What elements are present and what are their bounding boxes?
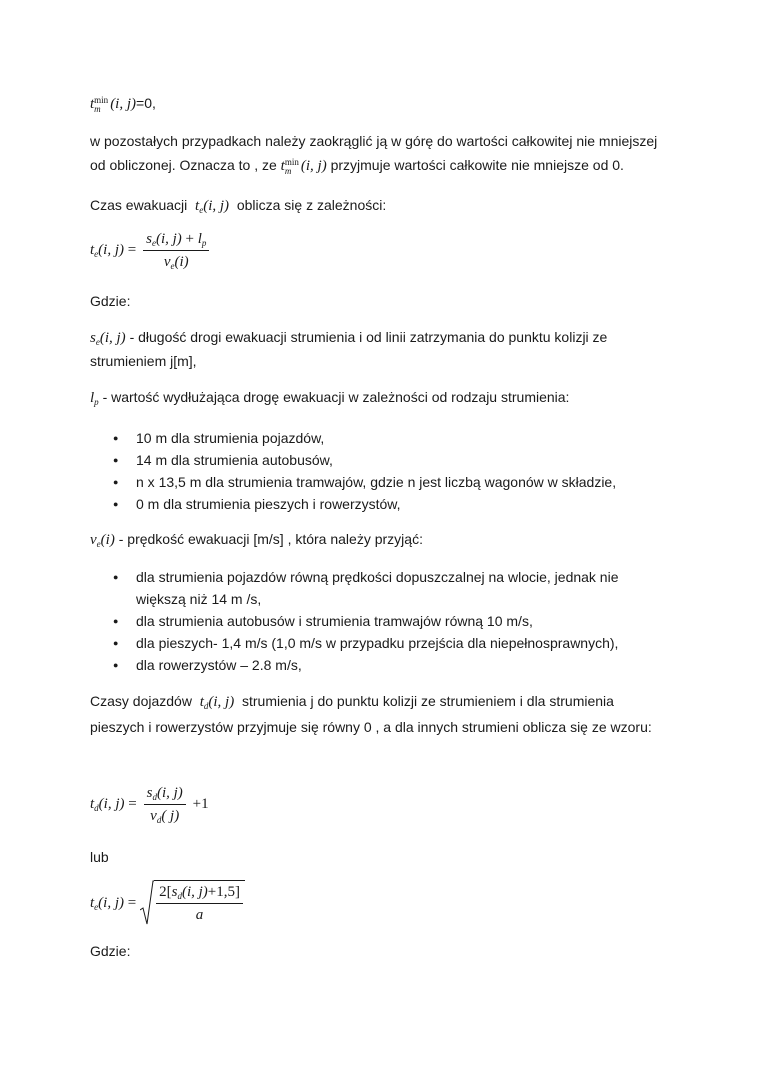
math-lp: $l_p$ (90, 390, 99, 407)
se-definition-line2: strumieniem j[m], (90, 353, 197, 369)
sqrt-radical (140, 880, 245, 926)
sqrt-sign (140, 880, 154, 926)
formula-sqrt-fraction (156, 883, 243, 924)
list-item: ● dla strumienia pojazdów równą prędkości dopuszczalnej na wlocie, jednak nie (0, 566, 619, 588)
math-td: $t_d(i$, j) (199, 694, 235, 711)
formula-td (90, 784, 209, 825)
travel-time-line2: pieszych i rowerzystów przyjmuje się równy 0 , a dla innych strumieni oblicza się ze wzoru: (90, 719, 652, 735)
tm-zero-line (90, 92, 156, 115)
list-item: ● 14 m dla strumienia autobusów, (0, 449, 616, 471)
list-item: ● dla pieszych- 1,4 m/s (1,0 m/s w przypadku przejścia dla niepełnosprawnych), (0, 632, 619, 654)
list-item: ● dla rowerzystów – 2.8 m/s, (0, 654, 619, 676)
where-label-2: Gdzie: (90, 943, 131, 959)
math-se: $s_e(i$, j) (90, 330, 126, 347)
ve-definition (90, 528, 423, 551)
formula-sqrt (90, 880, 245, 926)
math-tm-inline: t min m (i, j) (280, 156, 327, 176)
math-te: $t_e(i$, j) (195, 198, 230, 215)
formula-sqrt-numerator: $2[s_d(i$, j)+1,5] (156, 883, 243, 904)
ve-definition-text: - prędkość ewakuacji [m/s] , która należy przyjąć: (118, 531, 423, 547)
math-tm: t min m (i, j) (90, 94, 137, 114)
speed-list (0, 566, 619, 676)
formula-sqrt-lhs: $t_e(i$, j) = (90, 894, 137, 912)
list-item: ● 10 m dla strumienia pojazdów, (0, 427, 616, 449)
evac-intro-a: Czas ewakuacji (90, 197, 188, 213)
formula-td-plus-one: +1 (192, 796, 209, 813)
formula-td-numerator: $s_d(i$, j) (144, 784, 186, 805)
or-label: lub (90, 849, 109, 865)
list-item: ● dla strumienia autobusów i strumienia tramwajów równą 10 m/s, (0, 610, 619, 632)
evac-intro-b: oblicza się z zależności: (236, 197, 387, 213)
rounding-paragraph-line1: w pozostałych przypadkach należy zaokrąglić ją w górę do wartości całkowitej nie mniejszej (90, 133, 658, 149)
se-definition-line1 (90, 326, 607, 349)
list-item-continuation: większą niż 14 m /s, (136, 591, 262, 607)
formula-sqrt-denominator: a (195, 907, 204, 923)
formula-td-denominator: $v_d$( j) (150, 808, 180, 825)
lp-definition-text: - wartość wydłużająca drogę ewakuacji w zależności od rodzaju strumienia: (102, 389, 570, 405)
tm-zero-tail: =0, (136, 95, 156, 111)
travel-time-line1 (90, 690, 614, 713)
where-label-1: Gdzie: (90, 293, 131, 309)
travel-time-a: Czasy dojazdów (90, 693, 192, 709)
formula-te-fraction (143, 230, 209, 271)
travel-time-b: strumienia j do punktu kolizji ze strumieniem i dla strumienia (242, 693, 614, 709)
formula-te-lhs: $t_e(i$, j) = (90, 242, 137, 260)
formula-te (90, 230, 212, 271)
lp-definition (90, 386, 569, 409)
rounding-text-b: przyjmuje wartości całkowite nie mniejsze od 0. (330, 157, 624, 173)
rounding-text-a: od obliczonej. Oznacza to , ze (90, 157, 277, 173)
list-item: ● 0 m dla strumienia pieszych i rowerzystów, (0, 493, 616, 515)
formula-te-numerator: $s_e(i$, $j) + l_p$ (143, 230, 209, 251)
math-ve: $v_e(i)$ (90, 532, 115, 549)
formula-td-fraction (144, 784, 186, 825)
formula-td-lhs: $t_d(i$, j) = (90, 796, 137, 814)
se-definition-text: - długość drogi ewakuacji strumienia i od linii zatrzymania do punktu kolizji ze (129, 329, 608, 345)
evac-time-intro (90, 194, 386, 217)
rounding-paragraph-line2 (90, 154, 624, 177)
list-item: ● n x 13,5 m dla strumienia tramwajów, gdzie n jest liczbą wagonów w składzie, (0, 471, 616, 493)
extension-list (0, 427, 616, 515)
formula-te-denominator: $v_e(i)$ (163, 254, 189, 271)
